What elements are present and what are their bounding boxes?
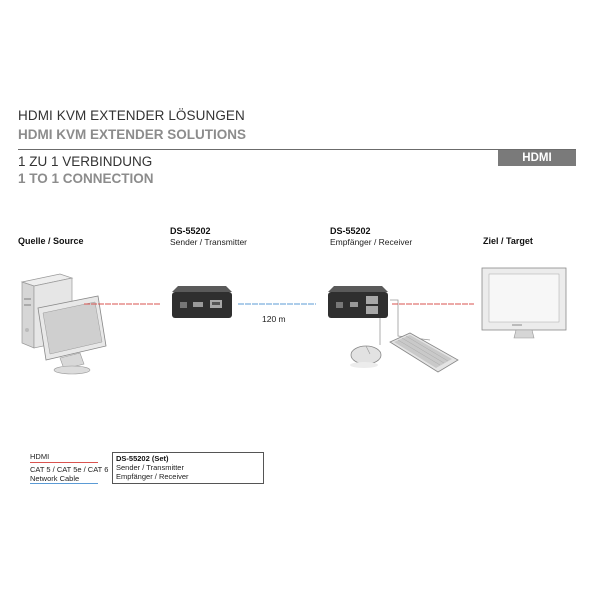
transmitter-model: DS-55202 xyxy=(170,226,211,236)
target-label: Ziel / Target xyxy=(483,236,533,246)
receiver-model: DS-55202 xyxy=(330,226,371,236)
set-line-transmitter: Sender / Transmitter xyxy=(116,463,184,472)
legend-hdmi-label: HDMI xyxy=(30,452,50,461)
hdmi-tag: HDMI xyxy=(498,150,576,166)
set-title: DS-55202 (Set) xyxy=(116,454,169,463)
legend-network-line xyxy=(30,483,98,484)
distance-label: 120 m xyxy=(262,314,286,324)
title-german: HDMI KVM EXTENDER LÖSUNGEN xyxy=(18,108,245,123)
set-line-receiver: Empfänger / Receiver xyxy=(116,472,189,481)
source-monitor-icon xyxy=(38,296,106,374)
legend-hdmi-line xyxy=(30,462,98,463)
source-label: Quelle / Source xyxy=(18,236,84,246)
legend-network-label: Network Cable xyxy=(30,474,80,483)
legend-cat-label: CAT 5 / CAT 5e / CAT 6 xyxy=(30,465,109,474)
mouse-icon xyxy=(350,346,381,368)
transmitter-device-icon xyxy=(172,286,232,318)
subtitle-german: 1 ZU 1 VERBINDUNG xyxy=(18,154,153,169)
target-monitor-icon xyxy=(482,268,566,338)
receiver-device-icon xyxy=(328,286,388,318)
title-english: HDMI KVM EXTENDER SOLUTIONS xyxy=(18,127,247,142)
subtitle-english: 1 TO 1 CONNECTION xyxy=(18,171,154,186)
transmitter-role: Sender / Transmitter xyxy=(170,237,248,247)
receiver-role: Empfänger / Receiver xyxy=(330,237,413,247)
